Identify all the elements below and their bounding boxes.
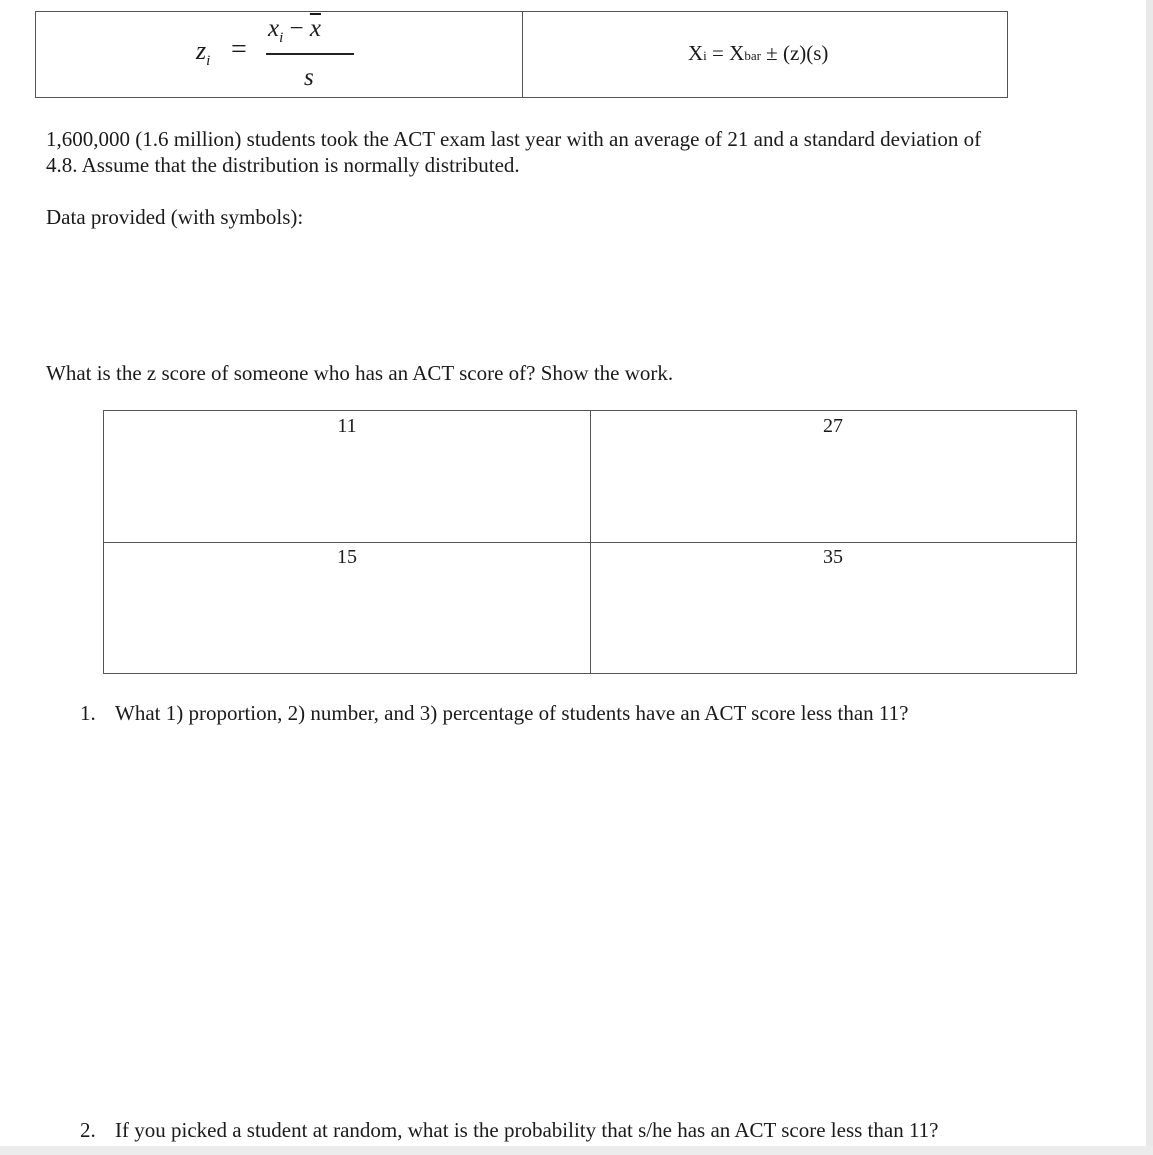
question-1-number: 1. [80,701,96,725]
intro-line-2: 4.8. Assume that the distribution is normally distributed. [46,153,520,177]
z-formula-denominator: s [304,64,314,91]
data-provided-label: Data provided (with symbols): [46,205,304,229]
score-table [103,410,1077,674]
z-formula-fraction-bar [266,53,354,55]
z-score-question: What is the z score of someone who has an ACT score of? Show the work. [46,361,674,385]
question-2-text: If you picked a student at random, what is the probability that s/he has an ACT score less than 11? [115,1118,939,1142]
score-cell-35: 35 [823,546,843,568]
z-formula-lhs: $z_i$ [196,36,211,70]
score-cell-15: 15 [337,546,357,568]
score-table-row-divider [104,542,1076,543]
z-formula-equals: = [231,34,247,65]
x-formula: Xi = Xbar ± (z)(s) [688,41,829,65]
score-cell-11: 11 [337,415,357,437]
question-1-text: What 1) proportion, 2) number, and 3) percentage of students have an ACT score less than 11? [115,701,909,725]
z-formula-numerator: $x_i - \overline{x}$ [268,15,321,46]
intro-line-1: 1,600,000 (1.6 million) students took the ACT exam last year with an average of 21 and a standard deviation of [46,127,982,151]
page-bottom-edge [0,1146,1153,1155]
question-2-number: 2. [80,1118,96,1142]
formula-table [35,11,1008,98]
score-cell-27: 27 [823,415,843,437]
intro-paragraph [46,126,981,178]
formula-table-divider [522,12,523,97]
page-edge [1146,0,1153,1155]
